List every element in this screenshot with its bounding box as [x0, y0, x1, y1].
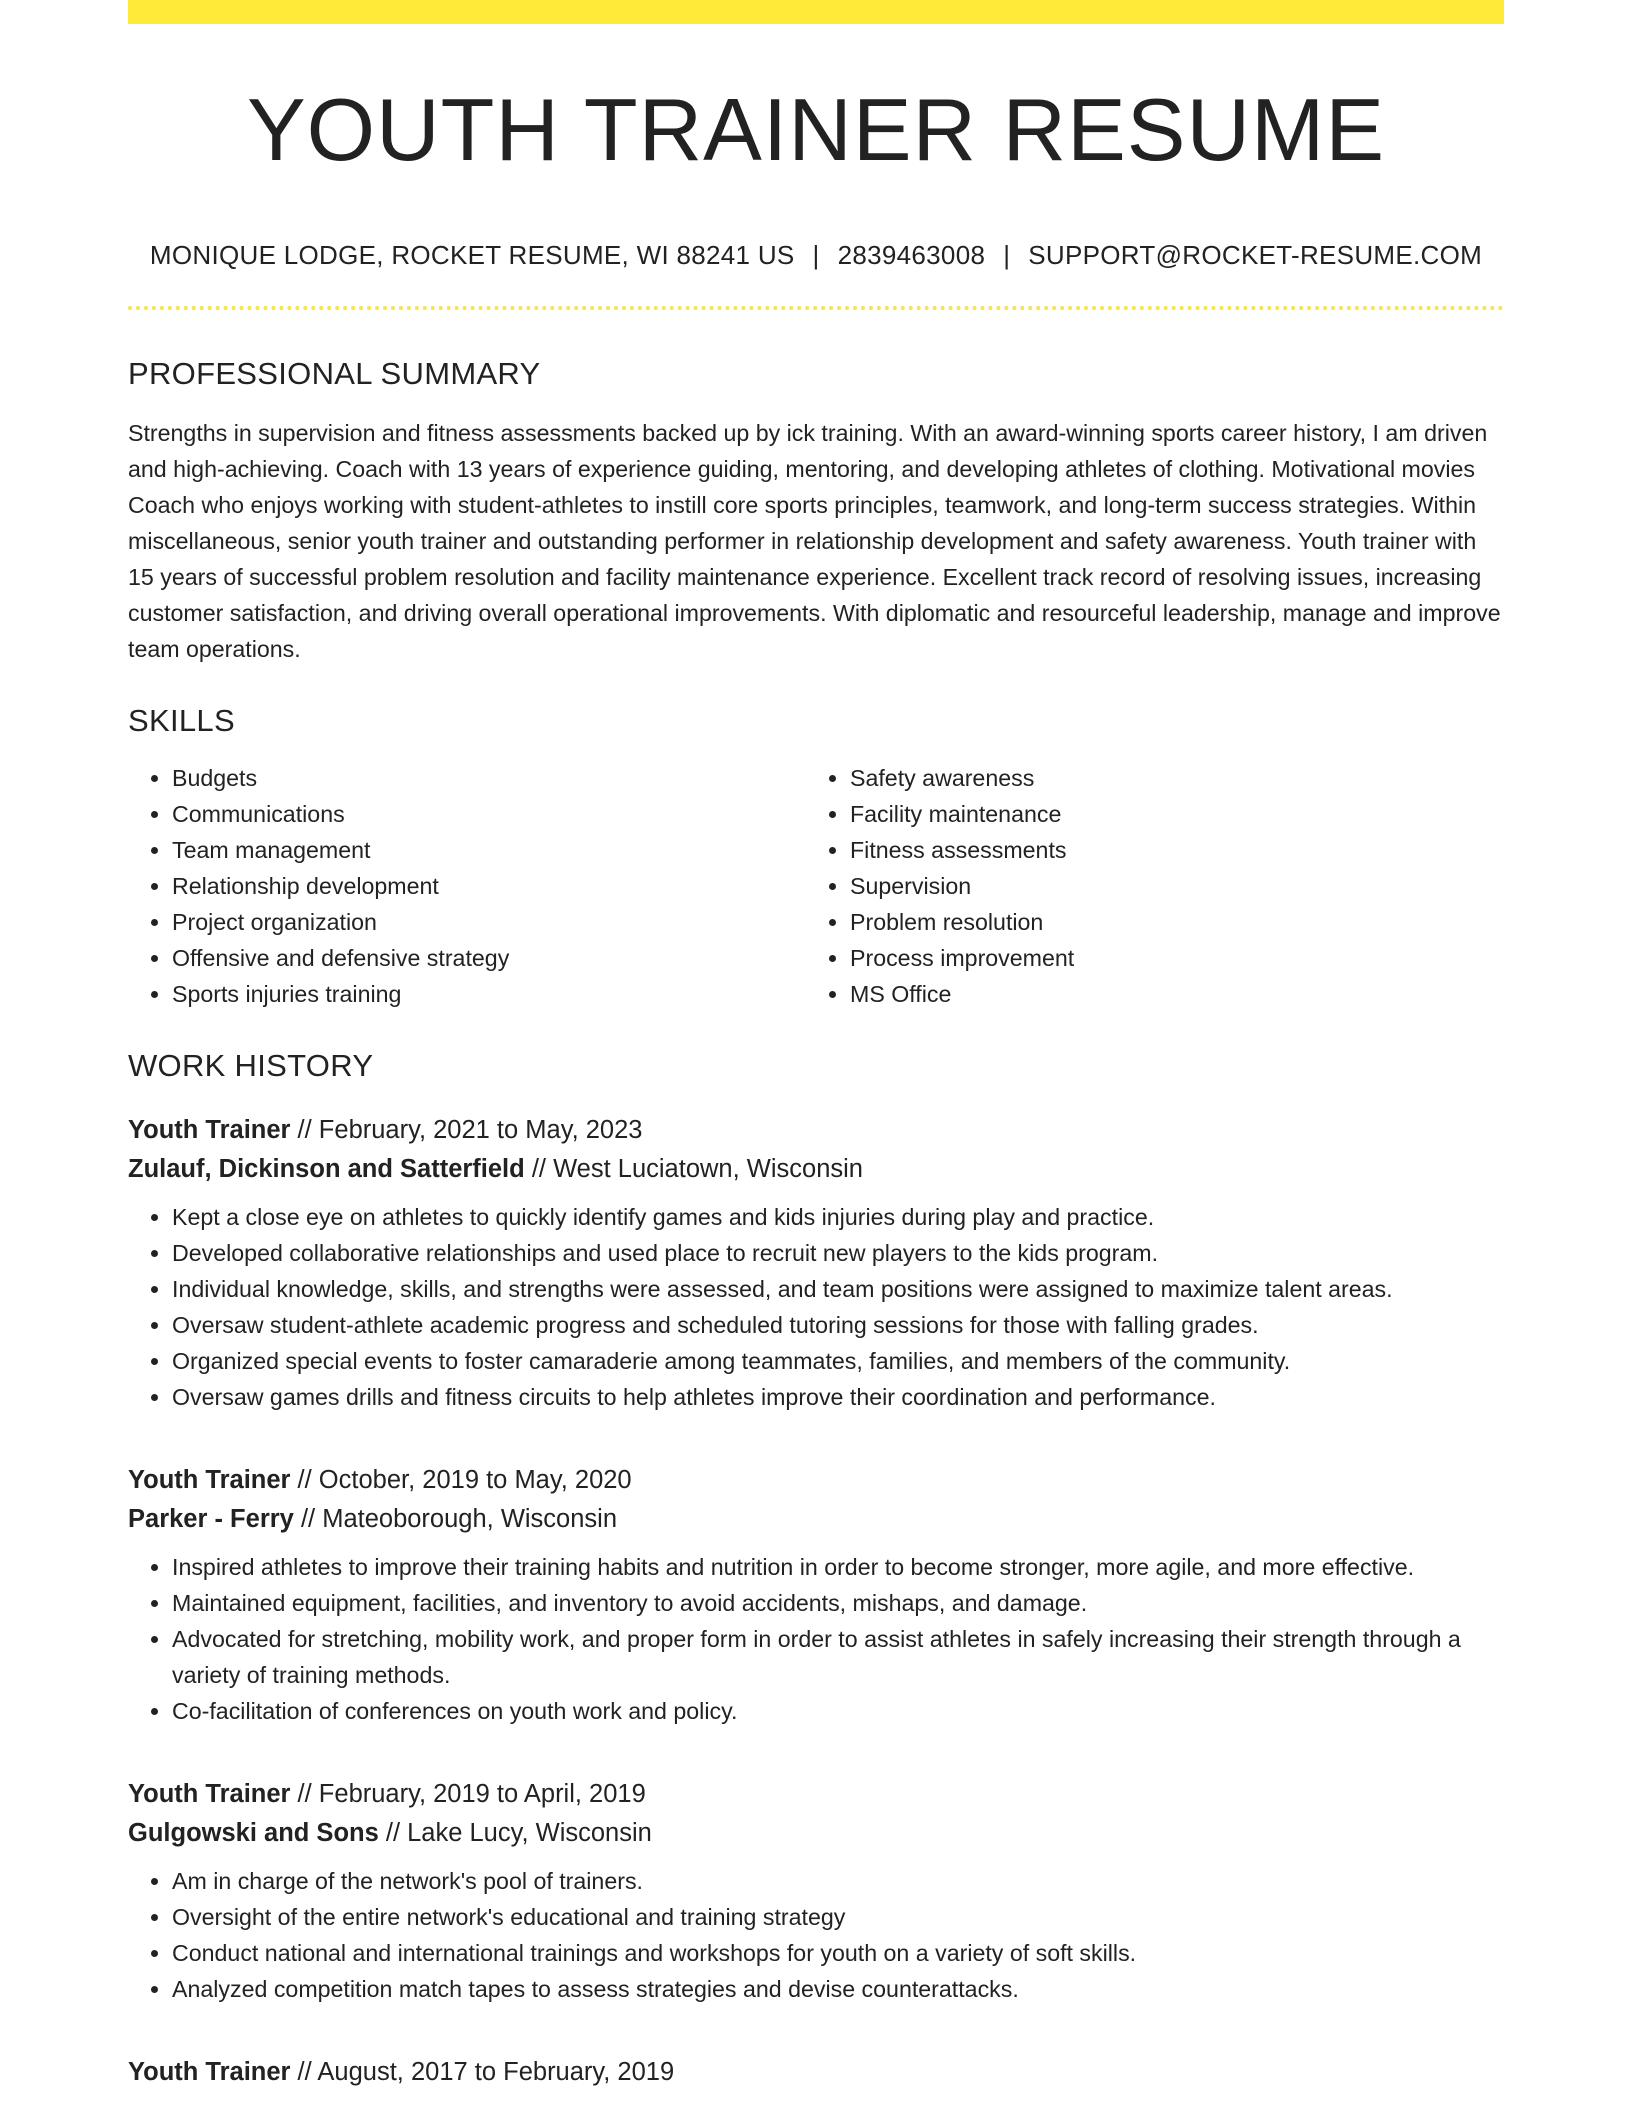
job-company-line	[128, 1814, 1504, 1853]
job-location: // Lake Lucy, Wisconsin	[378, 1819, 652, 1847]
job-company: Gulgowski and Sons	[128, 1819, 379, 1847]
work-history-section	[128, 1050, 1504, 2092]
job-bullet: • Maintained equipment, facilities, and inventory to avoid accidents, mishaps, and damage.	[172, 1585, 1504, 1621]
job-bullet: • Organized special events to foster camaraderie among teammates, families, and members of the community.	[172, 1343, 1504, 1379]
job-bullet: • Advocated for stretching, mobility work, and proper form in order to assist athletes in safely increasing their strength through a variety of training methods.	[172, 1621, 1504, 1693]
skill-item: • Safety awareness	[850, 760, 1484, 796]
page-title: YOUTH TRAINER RESUME	[246, 80, 1386, 179]
contact-separator: |	[1003, 240, 1011, 270]
resume-page	[128, 0, 1504, 2092]
section-heading: WORK HISTORY	[128, 1048, 374, 1083]
job-title-line	[128, 1111, 1504, 1150]
skill-item: • Team management	[172, 832, 806, 868]
contact-separator: |	[812, 240, 820, 270]
skills-columns	[128, 760, 1504, 1012]
skill-item: • Sports injuries training	[172, 976, 806, 1012]
job-company: Parker - Ferry	[128, 1505, 294, 1533]
skills-list-left	[128, 760, 806, 1012]
top-accent-bar	[128, 0, 1504, 24]
job-title: Youth Trainer	[128, 1780, 291, 1808]
skill-item: • Process improvement	[850, 940, 1484, 976]
job-bullet: • Individual knowledge, skills, and strengths were assessed, and team positions were assigned to maximize talent areas.	[172, 1271, 1504, 1307]
job-company-line	[128, 1500, 1504, 1539]
skill-item: • Communications	[172, 796, 806, 832]
professional-summary-section	[128, 358, 1504, 667]
skills-list-right	[806, 760, 1484, 1012]
job-title-line	[128, 2053, 1504, 2092]
job-title-line	[128, 1461, 1504, 1500]
skill-item: • Project organization	[172, 904, 806, 940]
skill-item: • MS Office	[850, 976, 1484, 1012]
contact-email: SUPPORT@ROCKET-RESUME.COM	[1028, 240, 1483, 270]
job-entry	[128, 1111, 1504, 1415]
job-bullet: • Conduct national and international trainings and workshops for youth on a variety of soft skills.	[172, 1935, 1504, 1971]
job-bullet: • Analyzed competition match tapes to assess strategies and devise counterattacks.	[172, 1971, 1504, 2007]
job-title: Youth Trainer	[128, 1466, 291, 1494]
job-location: // West Luciatown, Wisconsin	[524, 1155, 863, 1183]
job-bullets	[128, 1863, 1504, 2007]
skill-item: • Supervision	[850, 868, 1484, 904]
job-bullet: • Kept a close eye on athletes to quickly identify games and kids injuries during play and practice.	[172, 1199, 1504, 1235]
job-company: Zulauf, Dickinson and Satterfield	[128, 1155, 525, 1183]
job-bullet: • Am in charge of the network's pool of trainers.	[172, 1863, 1504, 1899]
skill-item: • Problem resolution	[850, 904, 1484, 940]
skill-item: • Offensive and defensive strategy	[172, 940, 806, 976]
skill-item: • Relationship development	[172, 868, 806, 904]
job-location: // Mateoborough, Wisconsin	[293, 1505, 618, 1533]
job-bullet: • Oversaw student-athlete academic progress and scheduled tutoring sessions for those with falling grades.	[172, 1307, 1504, 1343]
job-title-line	[128, 1775, 1504, 1814]
job-bullet: • Developed collaborative relationships and used place to recruit new players to the kids program.	[172, 1235, 1504, 1271]
job-entry	[128, 1461, 1504, 1729]
job-company-line	[128, 1150, 1504, 1189]
section-heading: SKILLS	[128, 703, 235, 738]
job-dates: // February, 2019 to April, 2019	[290, 1780, 646, 1808]
job-title: Youth Trainer	[128, 2058, 291, 2086]
job-entry	[128, 1775, 1504, 2007]
job-title: Youth Trainer	[128, 1116, 291, 1144]
header-divider	[128, 306, 1504, 310]
job-bullets	[128, 1199, 1504, 1415]
job-bullet: • Inspired athletes to improve their training habits and nutrition in order to become stronger, more agile, and more effective.	[172, 1549, 1504, 1585]
skill-item: • Facility maintenance	[850, 796, 1484, 832]
job-dates: // February, 2021 to May, 2023	[290, 1116, 643, 1144]
job-dates: // August, 2017 to February, 2019	[290, 2058, 675, 2086]
skill-item: • Fitness assessments	[850, 832, 1484, 868]
job-entry	[128, 2053, 1504, 2092]
job-bullet: • Oversaw games drills and fitness circuits to help athletes improve their coordination and performance.	[172, 1379, 1504, 1415]
job-dates: // October, 2019 to May, 2020	[290, 1466, 632, 1494]
skill-item: • Budgets	[172, 760, 806, 796]
contact-line	[128, 242, 1504, 268]
skills-section	[128, 705, 1504, 1012]
contact-address: MONIQUE LODGE, ROCKET RESUME, WI 88241 US	[149, 240, 795, 270]
section-heading: PROFESSIONAL SUMMARY	[128, 356, 541, 391]
summary-text: Strengths in supervision and fitness assessments backed up by ick training. With an award-winning sports career history, I am driven and high-achieving. Coach with 13 years of experience guiding, mentoring, and developing athletes of clothing. Motivational movies Coach who enjoys working with student-athletes to instill core sports principles, teamwork, and long-term success strategies. Within miscellaneous, senior youth trainer and outstanding performer in relationship development and safety awareness. Youth trainer with 15 years of successful problem resolution and facility maintenance experience. Excellent track record of resolving issues, increasing customer satisfaction, and driving overall operational improvements. With diplomatic and resourceful leadership, manage and improve team operations.	[128, 420, 1501, 662]
job-bullets	[128, 1549, 1504, 1729]
contact-phone: 2839463008	[837, 240, 986, 270]
job-bullet: • Co-facilitation of conferences on youth work and policy.	[172, 1693, 1504, 1729]
job-bullet: • Oversight of the entire network's educational and training strategy	[172, 1899, 1504, 1935]
